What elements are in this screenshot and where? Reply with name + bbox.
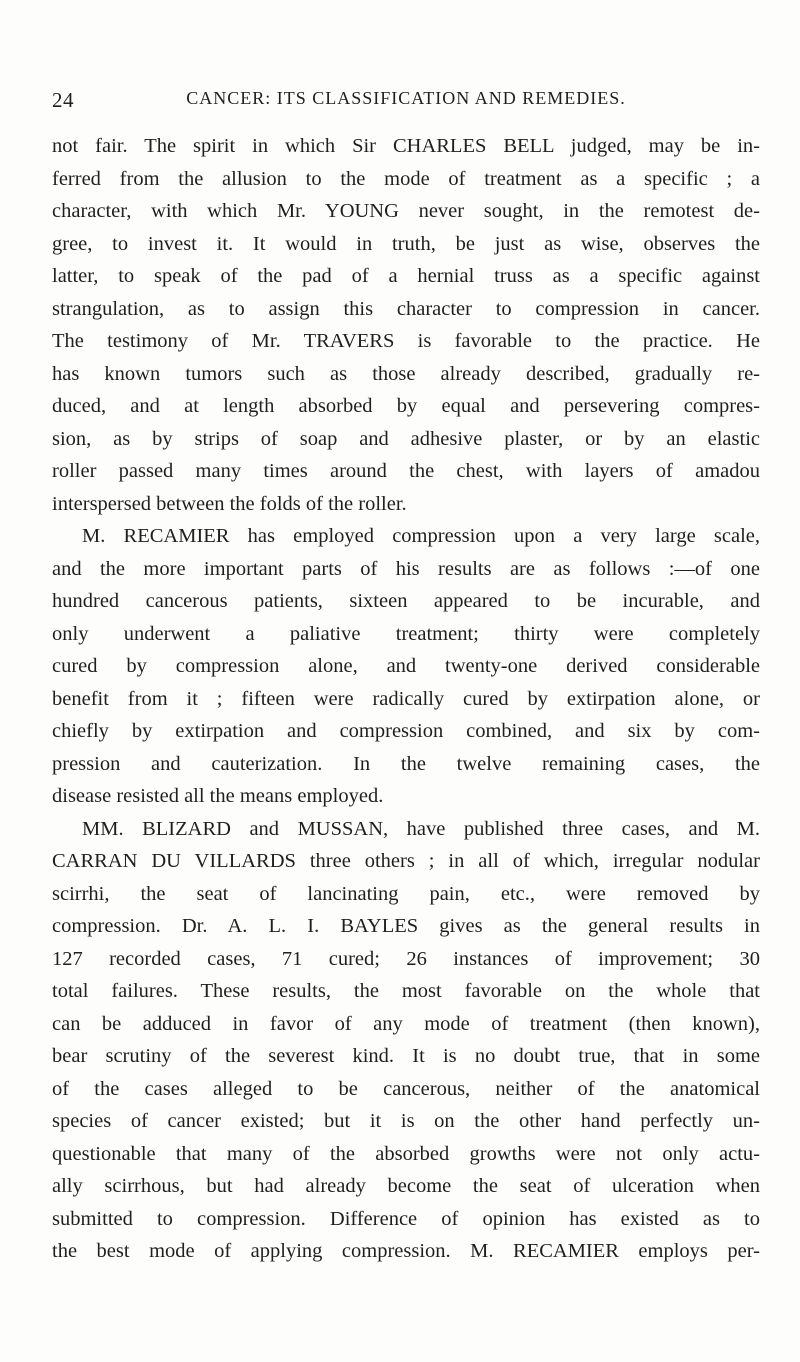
text-line: has known tumors such as those already described, gradually re-	[52, 362, 760, 385]
text-line: MM. BLIZARD and MUSSAN, have published three cases, and M.	[82, 817, 760, 840]
text-line: interspersed between the folds of the roller.	[52, 492, 407, 515]
text-line: scirrhi, the seat of lancinating pain, etc., were removed by	[52, 882, 760, 905]
running-head	[52, 88, 760, 118]
text-line: M. RECAMIER has employed compression upon a very large scale,	[82, 525, 760, 547]
text-line: gree, to invest it. It would in truth, be just as wise, observes the	[52, 232, 760, 255]
body-text	[52, 130, 760, 1268]
paragraph-3	[52, 813, 760, 1268]
text-line: ally scirrhous, but had already become the seat of ulceration when	[52, 1175, 760, 1197]
running-title: CANCER: ITS CLASSIFICATION AND REMEDIES.	[186, 88, 626, 108]
text-line: roller passed many times around the chest, with layers of amadou	[52, 460, 760, 482]
text-line: 127 recorded cases, 71 cured; 26 instances of improvement; 30	[52, 947, 760, 970]
page-number: 24	[52, 88, 74, 112]
text-line: sion, as by strips of soap and adhesive plaster, or by an elastic	[52, 427, 760, 450]
text-line: only underwent a paliative treatment; thirty were completely	[52, 622, 760, 645]
text-line: bear scrutiny of the severest kind. It is no doubt true, that in some	[52, 1045, 760, 1067]
paragraph-1	[52, 130, 760, 520]
paragraph-2	[52, 520, 760, 813]
text-line: questionable that many of the absorbed growths were not only actu-	[52, 1142, 760, 1165]
text-line: strangulation, as to assign this character to compression in cancer.	[52, 297, 760, 320]
text-line: chiefly by extirpation and compression combined, and six by com-	[52, 720, 760, 742]
text-line: CARRAN DU VILLARDS three others ; in all of which, irregular nodular	[52, 850, 760, 872]
text-line: duced, and at length absorbed by equal and persevering compres-	[52, 395, 760, 417]
text-line: benefit from it ; fifteen were radically cured by extirpation alone, or	[52, 687, 760, 710]
text-line: compression. Dr. A. L. I. BAYLES gives as the general results in	[52, 915, 760, 937]
text-line: of the cases alleged to be cancerous, neither of the anatomical	[52, 1077, 760, 1100]
text-line: cured by compression alone, and twenty-one derived considerable	[52, 655, 760, 677]
text-line: pression and cauterization. In the twelve remaining cases, the	[52, 752, 760, 775]
text-line: The testimony of Mr. TRAVERS is favorable to the practice. He	[52, 330, 760, 352]
text-line: total failures. These results, the most favorable on the whole that	[52, 980, 760, 1002]
text-line: ferred from the allusion to the mode of treatment as a specific ; a	[52, 167, 760, 190]
text-line: hundred cancerous patients, sixteen appeared to be incurable, and	[52, 590, 760, 612]
text-line: can be adduced in favor of any mode of treatment (then known),	[52, 1012, 760, 1035]
text-line: latter, to speak of the pad of a hernial truss as a specific against	[52, 265, 760, 287]
text-line: and the more important parts of his results are as follows :—of one	[52, 557, 760, 580]
text-line: disease resisted all the means employed.	[52, 785, 384, 807]
text-line: not fair. The spirit in which Sir CHARLES BELL judged, may be in-	[52, 135, 760, 157]
text-line: the best mode of applying compression. M. RECAMIER employs per-	[52, 1240, 760, 1262]
text-line: character, with which Mr. YOUNG never sought, in the remotest de-	[52, 200, 760, 222]
text-line: submitted to compression. Difference of opinion has existed as to	[52, 1207, 760, 1230]
text-line: species of cancer existed; but it is on the other hand perfectly un-	[52, 1110, 760, 1132]
